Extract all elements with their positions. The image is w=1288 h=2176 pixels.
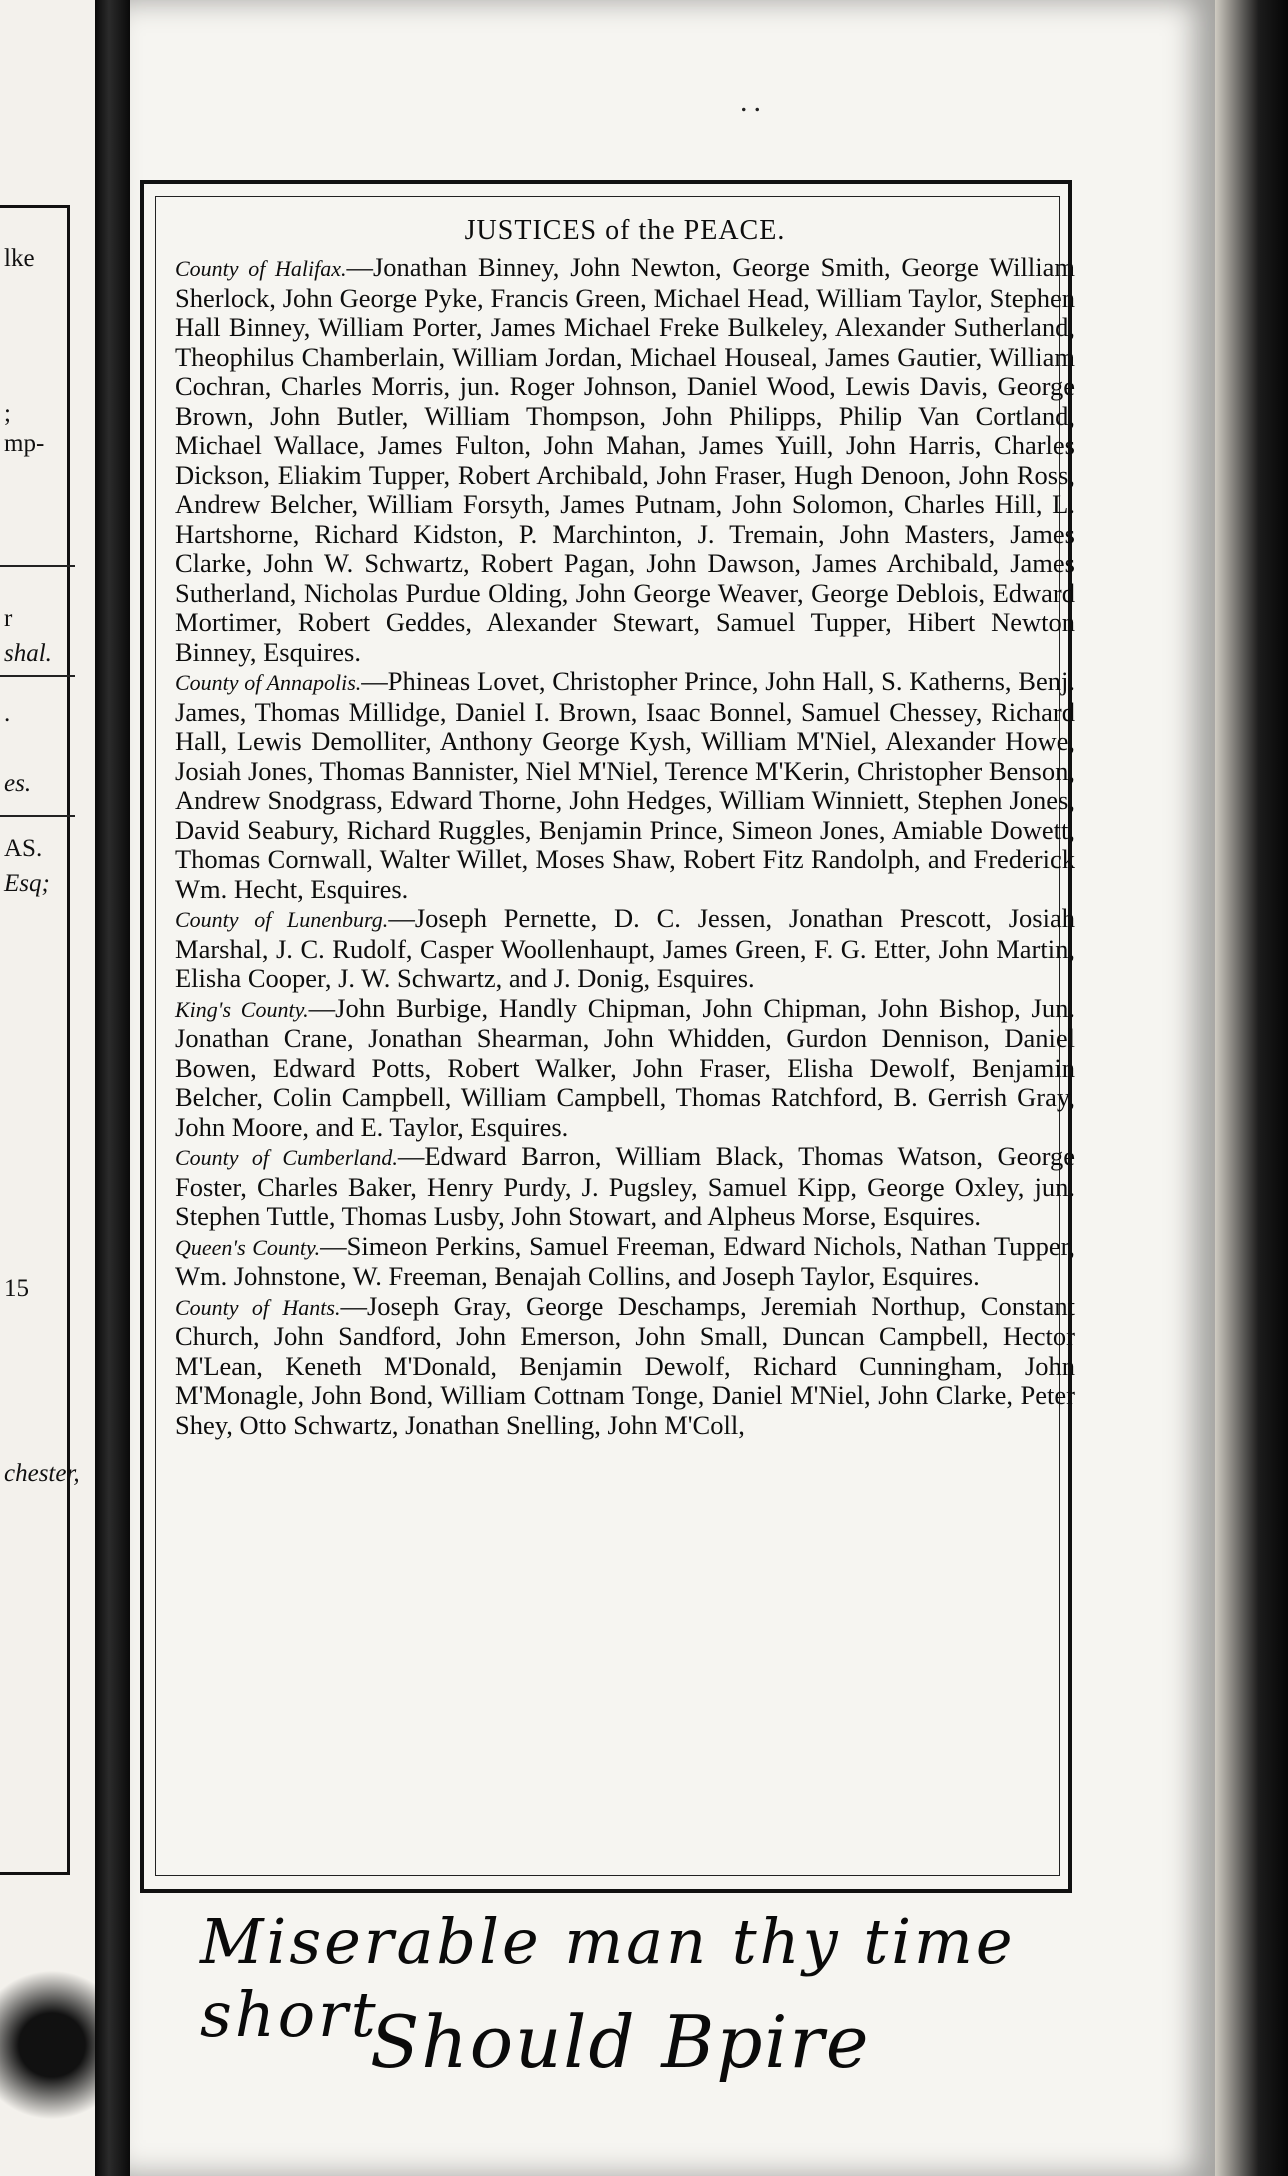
county-entry: County of Cumberland.—Edward Barron, William Black, Thomas Watson, George Foster, Charles Baker, Henry Purdy, J. Pugsley, Samuel Kipp, George Oxley, jun. Stephen Tuttle, Thomas Lusby, John Stowart, and Alpheus Morse, Esquires.	[175, 1141, 1075, 1231]
page-marks: ..	[740, 85, 767, 118]
handwriting-line-2: Should Bpire	[370, 2000, 871, 2084]
handwriting-line-1: Miserable man thy time short	[200, 1905, 1016, 2051]
left-rule	[0, 565, 75, 567]
left-fragment: r	[4, 605, 13, 632]
county-name: Queen's County.	[175, 1234, 321, 1260]
left-rule	[0, 815, 75, 817]
book-gutter	[95, 0, 130, 2176]
left-fragment: ;	[4, 400, 11, 427]
justice-names: Simeon Perkins, Samuel Freeman, Edward Nichols, Nathan Tupper, Wm. Johnstone, W. Freeman, Benajah Collins, and Joseph Taylor, Esquires.	[175, 1230, 1075, 1291]
left-fragment: shal.	[4, 640, 52, 667]
justice-names: Edward Barron, William Black, Thomas Watson, George Foster, Charles Baker, Henry Purdy, J. Pugsley, Samuel Kipp, George Oxley, jun. Stephen Tuttle, Thomas Lusby, John Stowart, and Alpheus Morse, Esquires.	[175, 1141, 1075, 1231]
left-fragment: 15	[4, 1275, 29, 1302]
justices-list	[175, 215, 1075, 1440]
county-name: County of Halifax.	[175, 256, 347, 281]
county-entry: Queen's County.—Simeon Perkins, Samuel Freeman, Edward Nichols, Nathan Tupper, Wm. Johnstone, W. Freeman, Benajah Collins, and Joseph Taylor, Esquires.	[175, 1230, 1075, 1291]
page-heading: JUSTICES of the PEACE.	[464, 215, 786, 246]
county-name: County of Hants.	[175, 1294, 341, 1320]
justice-names: Jonathan Binney, John Newton, George Smith, George William Sherlock, John George Pyke, Francis Green, Michael Head, William Taylor, Stephen Hall Binney, William Porter, James Michael Freke Bulkeley, Alexander Sutherland, Theophilus Chamberlain, William Jordan, Michael Houseal, James Gautier, William Cochran, Charles Morris, jun. Roger Johnson, Daniel Wood, Lewis Davis, George Brown, John Butler, William Thompson, John Philipps, Philip Van Cortland, Michael Wallace, James Fulton, John Mahan, James Yuill, John Harris, Charles Dickson, Eliakim Tupper, Robert Archibald, John Fraser, Hugh Denoon, John Ross, Andrew Belcher, William Forsyth, James Putnam, John Solomon, Charles Hill, L. Hartshorne, Richard Kidston, P. Marchinton, J. Tremain, John Masters, James Clarke, John W. Schwartz, Robert Pagan, John Dawson, James Archibald, James Sutherland, Nicholas Purdue Olding, John George Weaver, George Deblois, Edward Mortimer, Robert Geddes, Alexander Stewart, Samuel Tupper, Hibert Newton Binney, Esquires.	[175, 252, 1075, 667]
page-edge	[1215, 0, 1288, 2176]
handwritten-note	[190, 1905, 1070, 2155]
county-entry: King's County.—John Burbige, Handly Chipman, John Chipman, John Bishop, Jun. Jonathan Crane, Jonathan Shearman, John Whidden, Gurdon Dennison, Daniel Bowen, Edward Potts, Robert Walker, John Fraser, Elisha Dewolf, Benjamin Belcher, Colin Campbell, William Campbell, Thomas Ratchford, B. Gerrish Gray, John Moore, and E. Taylor, Esquires.	[175, 992, 1075, 1142]
left-fragment: lke	[4, 245, 35, 272]
justice-names: Joseph Gray, George Deschamps, Jeremiah Northup, Constant Church, John Sandford, John Emerson, John Small, Duncan Campbell, Hector M'Lean, Keneth M'Donald, Benjamin Dewolf, Richard Cunningham, John M'Monagle, John Bond, William Cottnam Tonge, Daniel M'Niel, John Clarke, Peter Shey, Otto Schwartz, Jonathan Snelling, John M'Coll,	[175, 1290, 1075, 1440]
left-fragment: .	[4, 700, 11, 727]
left-fragment: mp-	[4, 430, 45, 457]
county-name: County of Annapolis.	[175, 670, 362, 695]
left-rule	[0, 675, 75, 677]
county-name: County of Lunenburg.	[175, 907, 389, 932]
justice-names: John Burbige, Handly Chipman, John Chipman, John Bishop, Jun. Jonathan Crane, Jonathan Shearman, John Whidden, Gurdon Dennison, Daniel Bowen, Edward Potts, Robert Walker, John Fraser, Elisha Dewolf, Benjamin Belcher, Colin Campbell, William Campbell, Thomas Ratchford, B. Gerrish Gray, John Moore, and E. Taylor, Esquires.	[175, 992, 1075, 1142]
county-entry: County of Annapolis.—Phineas Lovet, Christopher Prince, John Hall, S. Katherns, Benj. James, Thomas Millidge, Daniel I. Brown, Isaac Bonnel, Samuel Chessey, Richard Hall, Lewis Demolliter, Anthony George Kysh, William M'Niel, Alexander Howe, Josiah Jones, Thomas Bannister, Niel M'Niel, Terence M'Kerin, Christopher Benson, Andrew Snodgrass, Edward Thorne, John Hedges, William Winniett, Stephen Jones, David Seabury, Richard Ruggles, Benjamin Prince, Simeon Jones, Amiable Dowett, Thomas Cornwall, Walter Willet, Moses Shaw, Robert Fitz Randolph, and Frederick Wm. Hecht, Esquires.	[175, 666, 1075, 904]
county-entry: County of Lunenburg.—Joseph Pernette, D. C. Jessen, Jonathan Prescott, Josiah Marshal, J. C. Rudolf, Casper Woollenhaupt, James Green, F. G. Etter, John Martin, Elisha Cooper, J. W. Schwartz, and J. Donig, Esquires.	[175, 903, 1075, 993]
county-entry: County of Hants.—Joseph Gray, George Deschamps, Jeremiah Northup, Constant Church, John Sandford, John Emerson, John Small, Duncan Campbell, Hector M'Lean, Keneth M'Donald, Benjamin Dewolf, Richard Cunningham, John M'Monagle, John Bond, William Cottnam Tonge, Daniel M'Niel, John Clarke, Peter Shey, Otto Schwartz, Jonathan Snelling, John M'Coll,	[175, 1290, 1075, 1440]
justice-names: Phineas Lovet, Christopher Prince, John Hall, S. Katherns, Benj. James, Thomas Millidge, Daniel I. Brown, Isaac Bonnel, Samuel Chessey, Richard Hall, Lewis Demolliter, Anthony George Kysh, William M'Niel, Alexander Howe, Josiah Jones, Thomas Bannister, Niel M'Niel, Terence M'Kerin, Christopher Benson, Andrew Snodgrass, Edward Thorne, John Hedges, William Winniett, Stephen Jones, David Seabury, Richard Ruggles, Benjamin Prince, Simeon Jones, Amiable Dowett, Thomas Cornwall, Walter Willet, Moses Shaw, Robert Fitz Randolph, and Frederick Wm. Hecht, Esquires.	[175, 666, 1075, 904]
left-fragment: AS.	[4, 835, 43, 862]
justice-names: Joseph Pernette, D. C. Jessen, Jonathan Prescott, Josiah Marshal, J. C. Rudolf, Casper Woollenhaupt, James Green, F. G. Etter, John Martin, Elisha Cooper, J. W. Schwartz, and J. Donig, Esquires.	[175, 903, 1075, 993]
left-fragment: es.	[4, 770, 32, 797]
left-page	[0, 0, 95, 2176]
left-fragment: chester,	[4, 1460, 80, 1487]
county-entry: County of Halifax.—Jonathan Binney, John Newton, George Smith, George William Sherlock, John George Pyke, Francis Green, Michael Head, William Taylor, Stephen Hall Binney, William Porter, James Michael Freke Bulkeley, Alexander Sutherland, Theophilus Chamberlain, William Jordan, Michael Houseal, James Gautier, William Cochran, Charles Morris, jun. Roger Johnson, Daniel Wood, Lewis Davis, George Brown, John Butler, William Thompson, John Philipps, Philip Van Cortland, Michael Wallace, James Fulton, John Mahan, James Yuill, John Harris, Charles Dickson, Eliakim Tupper, Robert Archibald, John Fraser, Hugh Denoon, John Ross, Andrew Belcher, William Forsyth, James Putnam, John Solomon, Charles Hill, L. Hartshorne, Richard Kidston, P. Marchinton, J. Tremain, John Masters, James Clarke, John W. Schwartz, Robert Pagan, John Dawson, James Archibald, James Sutherland, Nicholas Purdue Olding, John George Weaver, George Deblois, Edward Mortimer, Robert Geddes, Alexander Stewart, Samuel Tupper, Hibert Newton Binney, Esquires.	[175, 252, 1075, 667]
county-name: County of Cumberland.	[175, 1145, 398, 1170]
county-name: King's County.	[175, 996, 309, 1022]
left-fragment: Esq;	[4, 870, 50, 897]
